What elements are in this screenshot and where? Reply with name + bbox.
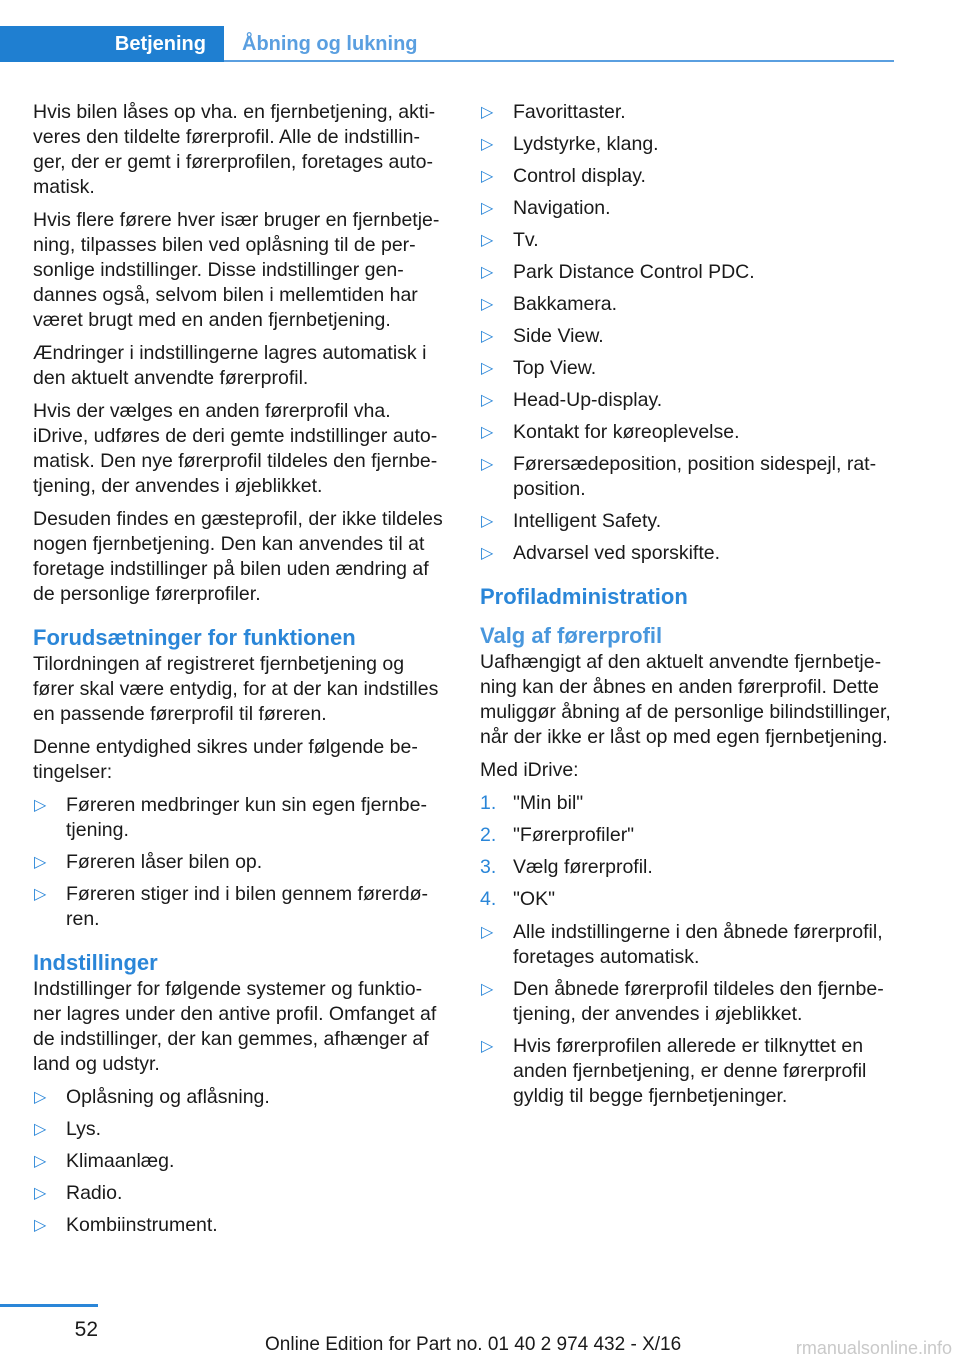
settings-list-continued bbox=[480, 100, 894, 566]
triangle-bullet-icon: ▷ bbox=[34, 1153, 47, 1170]
list-item bbox=[480, 920, 894, 970]
list-item-text: Favorittaster. bbox=[513, 101, 626, 123]
list-item bbox=[33, 1213, 443, 1238]
list-item bbox=[480, 132, 894, 157]
list-item bbox=[480, 100, 894, 125]
page-number: 52 bbox=[74, 1318, 98, 1341]
settings-list bbox=[33, 1085, 443, 1238]
step-number: 4. bbox=[480, 888, 497, 910]
right-column bbox=[480, 100, 894, 1117]
triangle-bullet-icon: ▷ bbox=[481, 296, 494, 313]
list-item bbox=[480, 292, 894, 317]
list-item-text: Park Distance Control PDC. bbox=[513, 261, 755, 283]
triangle-bullet-icon: ▷ bbox=[481, 424, 494, 441]
triangle-bullet-icon: ▷ bbox=[34, 1185, 47, 1202]
list-item bbox=[480, 509, 894, 534]
list-item-text: Advarsel ved sporskifte. bbox=[513, 542, 721, 564]
triangle-bullet-icon: ▷ bbox=[34, 797, 47, 814]
list-item bbox=[480, 388, 894, 413]
list-item-text: Tv. bbox=[513, 229, 539, 251]
list-item bbox=[480, 228, 894, 253]
step-text: "Førerprofiler" bbox=[513, 824, 635, 846]
triangle-bullet-icon: ▷ bbox=[481, 924, 494, 941]
edition-note: Online Edition for Part no. 01 40 2 974 432 - X/16 bbox=[265, 1334, 682, 1355]
triangle-bullet-icon: ▷ bbox=[481, 545, 494, 562]
heading-profile-administration: Profiladministration bbox=[480, 584, 688, 609]
list-item bbox=[480, 164, 894, 189]
triangle-bullet-icon: ▷ bbox=[34, 1089, 47, 1106]
paragraph: Indstillinger for følgende systemer og funktioner lagres under den antive profil. Omfanget af de indstillinger, der kan gemmes, afhænger af land og udstyr. bbox=[33, 978, 437, 1075]
step-item bbox=[480, 823, 894, 848]
triangle-bullet-icon: ▷ bbox=[481, 981, 494, 998]
list-item-text: Alle indstillingerne i den åbnede førerprofil, foretages automatisk. bbox=[513, 921, 883, 968]
list-item bbox=[480, 196, 894, 221]
triangle-bullet-icon: ▷ bbox=[481, 513, 494, 530]
triangle-bullet-icon: ▷ bbox=[481, 360, 494, 377]
list-item bbox=[480, 260, 894, 285]
triangle-bullet-icon: ▷ bbox=[481, 392, 494, 409]
triangle-bullet-icon: ▷ bbox=[481, 168, 494, 185]
paragraph: Ændringer i indstillingerne lagres automatisk i den aktuelt anvendte førerprofil. bbox=[33, 342, 427, 389]
footer-rule bbox=[0, 1304, 98, 1307]
requirements-list bbox=[33, 793, 443, 932]
left-column bbox=[33, 100, 443, 1246]
step-number: 2. bbox=[480, 824, 497, 846]
list-item-text: Kombiinstrument. bbox=[66, 1214, 218, 1236]
triangle-bullet-icon: ▷ bbox=[481, 456, 494, 473]
list-item-text: Lys. bbox=[66, 1118, 102, 1140]
list-item-text: Klimaanlæg. bbox=[66, 1150, 175, 1172]
page-header bbox=[0, 26, 960, 62]
step-item bbox=[480, 855, 894, 880]
list-item-text: Radio. bbox=[66, 1182, 123, 1204]
triangle-bullet-icon: ▷ bbox=[481, 264, 494, 281]
list-item-text: Kontakt for køreoplevelse. bbox=[513, 421, 740, 443]
chapter-tab: Betjening bbox=[0, 26, 224, 62]
step-text: Vælg førerprofil. bbox=[513, 856, 653, 878]
paragraph: Hvis der vælges en anden førerprofil vha. iDrive, udføres de deri gemte indstillinger automatisk. Den nye førerprofil tildeles den fjernbetjening, der anvendes i øjeblikket. bbox=[33, 400, 438, 497]
step-item bbox=[480, 887, 894, 912]
paragraph: Uafhængigt af den aktuelt anvendte fjernbetjening kan der åbnes en anden førerprofil. Dette muliggør åbning af de personlige bilindstillinger, når der ikke er låst op med egen fjernbetjening. bbox=[480, 651, 891, 748]
triangle-bullet-icon: ▷ bbox=[34, 1121, 47, 1138]
list-item-text: Control display. bbox=[513, 165, 646, 187]
section-tab: Åbning og lukning bbox=[242, 32, 418, 55]
header-rule bbox=[224, 60, 894, 62]
triangle-bullet-icon: ▷ bbox=[481, 104, 494, 121]
list-item-text: Side View. bbox=[513, 325, 604, 347]
list-item bbox=[33, 1117, 443, 1142]
list-item-text: Hvis førerprofilen allerede er tilknyttet en anden fjernbetjening, er denne førerprofil gyldig til begge fjernbetjeninger. bbox=[513, 1035, 867, 1107]
heading-requirements: Forudsætninger for funktionen bbox=[33, 625, 356, 650]
triangle-bullet-icon: ▷ bbox=[34, 886, 47, 903]
watermark: rmanualsonline.info bbox=[795, 1338, 952, 1358]
triangle-bullet-icon: ▷ bbox=[481, 232, 494, 249]
list-item bbox=[480, 452, 894, 502]
step-item bbox=[480, 791, 894, 816]
paragraph: Tilordningen af registreret fjernbetjening og fører skal være entydig, for at der kan indstilles en passende førerprofil til føreren. bbox=[33, 653, 439, 725]
list-item bbox=[33, 1149, 443, 1174]
paragraph: Hvis bilen låses op vha. en fjernbetjening, aktiveres den tildelte førerprofil. Alle de indstillinger, der er gemt i førerprofilen, foretages automatisk. bbox=[33, 101, 436, 198]
steps-list bbox=[480, 791, 894, 912]
triangle-bullet-icon: ▷ bbox=[34, 854, 47, 871]
list-item bbox=[480, 541, 894, 566]
step-text: "OK" bbox=[513, 888, 556, 910]
triangle-bullet-icon: ▷ bbox=[481, 136, 494, 153]
list-item bbox=[33, 882, 443, 932]
paragraph: Desuden findes en gæsteprofil, der ikke tildeles nogen fjernbetjening. Den kan anvendes til at foretage indstillinger på bilen uden ændring af de personlige førerprofiler. bbox=[33, 508, 443, 605]
list-item bbox=[33, 793, 443, 843]
paragraph: Denne entydighed sikres under følgende betingelser: bbox=[33, 736, 418, 783]
triangle-bullet-icon: ▷ bbox=[481, 1038, 494, 1055]
list-item-text: Lydstyrke, klang. bbox=[513, 133, 659, 155]
list-item bbox=[33, 1085, 443, 1110]
list-item bbox=[33, 1181, 443, 1206]
result-list bbox=[480, 920, 894, 1109]
list-item-text: Føreren stiger ind i bilen gennem førerdøren. bbox=[66, 883, 428, 930]
list-item-text: Intelligent Safety. bbox=[513, 510, 662, 532]
list-item bbox=[480, 324, 894, 349]
list-item-text: Føreren medbringer kun sin egen fjernbetjening. bbox=[66, 794, 427, 841]
step-number: 1. bbox=[480, 792, 497, 814]
list-item bbox=[33, 850, 443, 875]
list-item-text: Førersædeposition, position sidespejl, ratposition. bbox=[513, 453, 877, 500]
list-item bbox=[480, 356, 894, 381]
list-item-text: Top View. bbox=[513, 357, 597, 379]
triangle-bullet-icon: ▷ bbox=[34, 1217, 47, 1234]
step-number: 3. bbox=[480, 856, 497, 878]
subheading-select-driver-profile: Valg af førerprofil bbox=[480, 623, 663, 648]
list-item-text: Føreren låser bilen op. bbox=[66, 851, 263, 873]
list-item bbox=[480, 977, 894, 1027]
list-item bbox=[480, 1034, 894, 1109]
paragraph: Hvis flere førere hver især bruger en fjernbetjening, tilpasses bilen ved oplåsning til de personlige indstillinger. Disse indstillinger gendannes også, selvom bilen i mellemtiden har været brugt med en anden fjernbetjening. bbox=[33, 209, 440, 331]
paragraph: Med iDrive: bbox=[480, 759, 579, 781]
triangle-bullet-icon: ▷ bbox=[481, 200, 494, 217]
list-item bbox=[480, 420, 894, 445]
list-item-text: Head-Up-display. bbox=[513, 389, 663, 411]
list-item-text: Den åbnede førerprofil tildeles den fjernbetjening, der anvendes i øjeblikket. bbox=[513, 978, 884, 1025]
heading-settings: Indstillinger bbox=[33, 950, 158, 975]
list-item-text: Bakkamera. bbox=[513, 293, 618, 315]
list-item-text: Oplåsning og aflåsning. bbox=[66, 1086, 270, 1108]
step-text: "Min bil" bbox=[513, 792, 584, 814]
triangle-bullet-icon: ▷ bbox=[481, 328, 494, 345]
list-item-text: Navigation. bbox=[513, 197, 611, 219]
